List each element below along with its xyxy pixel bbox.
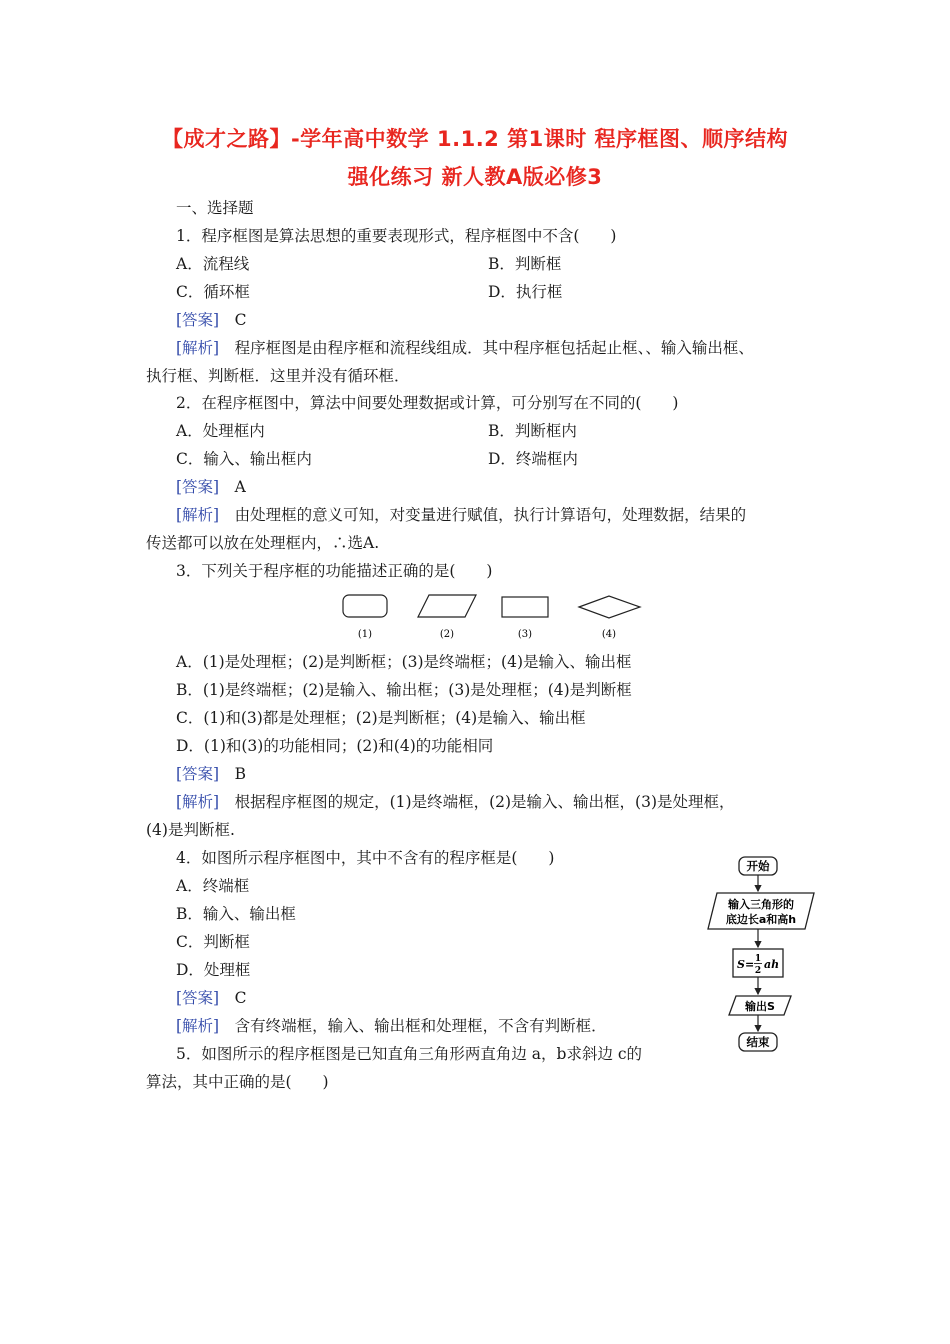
q2-option-d: D．终端框内 — [488, 450, 578, 468]
decision-box-shape — [579, 596, 640, 618]
answer-tag: [答案] — [176, 478, 220, 496]
page-title-line-2: 强化练习 新人教A版必修3 — [347, 165, 603, 189]
q1-analysis — [176, 338, 754, 358]
flow-frac-denominator: 2 — [754, 966, 762, 976]
q3-answer — [176, 764, 246, 784]
q4-stem: 4．如图所示程序框图中，其中不含有的程序框是( ) — [176, 849, 555, 867]
q1-option-b: B．判断框 — [488, 255, 562, 273]
q4-option-a: A．终端框 — [176, 877, 250, 895]
process-box-shape — [502, 597, 548, 617]
q3-option-d: D．(1)和(3)的功能相同；(2)和(4)的功能相同 — [176, 737, 494, 755]
q4-option-d: D．处理框 — [176, 961, 251, 979]
flow-process-lhs: S= — [737, 958, 755, 971]
q2-answer — [176, 477, 246, 497]
flow-input-line-1: 输入三角形的 — [728, 898, 794, 911]
q2-option-b: B．判断框内 — [488, 422, 577, 440]
q3-option-a: A．(1)是处理框；(2)是判断框；(3)是终端框；(4)是输入、输出框 — [176, 653, 632, 671]
flow-end-label: 结束 — [746, 1035, 770, 1049]
q5-stem-cont: 算法，其中正确的是( ) — [146, 1073, 329, 1091]
q3-analysis — [176, 792, 735, 812]
analysis-tag: [解析] — [176, 1017, 220, 1035]
q1-option-c: C．循环框 — [176, 283, 250, 301]
terminal-box-shape — [343, 595, 387, 617]
page-title-line-1: 【成才之路】-学年高中数学 1.1.2 第1课时 程序框图、顺序结构 — [161, 127, 789, 151]
analysis-tag: [解析] — [176, 793, 220, 811]
q2-option-c: C．输入、输出框内 — [176, 450, 312, 468]
q2-analysis-cont: 传送都可以放在处理框内，∴选A. — [146, 534, 380, 552]
q2-stem: 2．在程序框图中，算法中间要处理数据或计算，可分别写在不同的( ) — [176, 394, 679, 412]
q3-option-c: C．(1)和(3)都是处理框；(2)是判断框；(4)是输入、输出框 — [176, 709, 586, 727]
q4-option-b: B．输入、输出框 — [176, 905, 296, 923]
flow-start-label: 开始 — [746, 859, 770, 873]
program-box-shapes-figure — [330, 590, 660, 650]
answer-value: A — [234, 478, 246, 496]
q1-option-a: A．流程线 — [176, 255, 250, 273]
q1-option-d: D．执行框 — [488, 283, 563, 301]
analysis-tag: [解析] — [176, 506, 220, 524]
q2-option-a: A．处理框内 — [176, 422, 265, 440]
q1-stem: 1．程序框图是算法思想的重要表现形式，程序框图中不含( ) — [176, 227, 617, 245]
answer-value: B — [234, 765, 247, 783]
q1-answer — [176, 310, 247, 330]
q3-stem: 3．下列关于程序框的功能描述正确的是( ) — [176, 562, 493, 580]
shape-label-2: (2) — [439, 629, 455, 640]
q3-option-b: B．(1)是终端框；(2)是输入、输出框；(3)是处理框；(4)是判断框 — [176, 681, 632, 699]
analysis-text: 程序框图是由程序框和流程线组成．其中程序框包括起止框、、输入输出框、 — [234, 339, 754, 357]
q2-analysis — [176, 505, 746, 525]
flowchart-figure — [706, 852, 816, 1057]
q4-option-c: C．判断框 — [176, 933, 250, 951]
analysis-text: 含有终端框，输入、输出框和处理框，不含有判断框． — [234, 1017, 607, 1035]
flow-process-rhs: ah — [764, 958, 780, 971]
analysis-text: 由处理框的意义可知，对变量进行赋值，执行计算语句，处理数据，结果的 — [234, 506, 747, 524]
answer-tag: [答案] — [176, 311, 220, 329]
analysis-text: 根据程序框图的规定，(1)是终端框，(2)是输入、输出框，(3)是处理框， — [234, 793, 735, 811]
shape-label-4: (4) — [601, 629, 617, 640]
section-heading: 一、选择题 — [176, 199, 254, 217]
flow-input-line-2: 底边长a和高h — [725, 913, 797, 926]
flow-frac-numerator: 1 — [754, 954, 762, 964]
q4-answer — [176, 988, 247, 1008]
io-box-shape — [418, 595, 476, 617]
q5-stem: 5．如图所示的程序框图是已知直角三角形两直角边 a，b求斜边 c的 — [176, 1045, 643, 1063]
q3-analysis-cont: (4)是判断框. — [146, 821, 235, 839]
answer-tag: [答案] — [176, 765, 220, 783]
answer-value: C — [234, 311, 247, 329]
flow-output-label: 输出S — [745, 1000, 775, 1013]
shape-label-1: (1) — [357, 629, 373, 640]
answer-value: C — [234, 989, 247, 1007]
analysis-tag: [解析] — [176, 339, 220, 357]
answer-tag: [答案] — [176, 989, 220, 1007]
q1-analysis-cont: 执行框、判断框．这里并没有循环框． — [146, 367, 410, 385]
q4-analysis — [176, 1016, 607, 1036]
shape-label-3: (3) — [517, 629, 533, 640]
